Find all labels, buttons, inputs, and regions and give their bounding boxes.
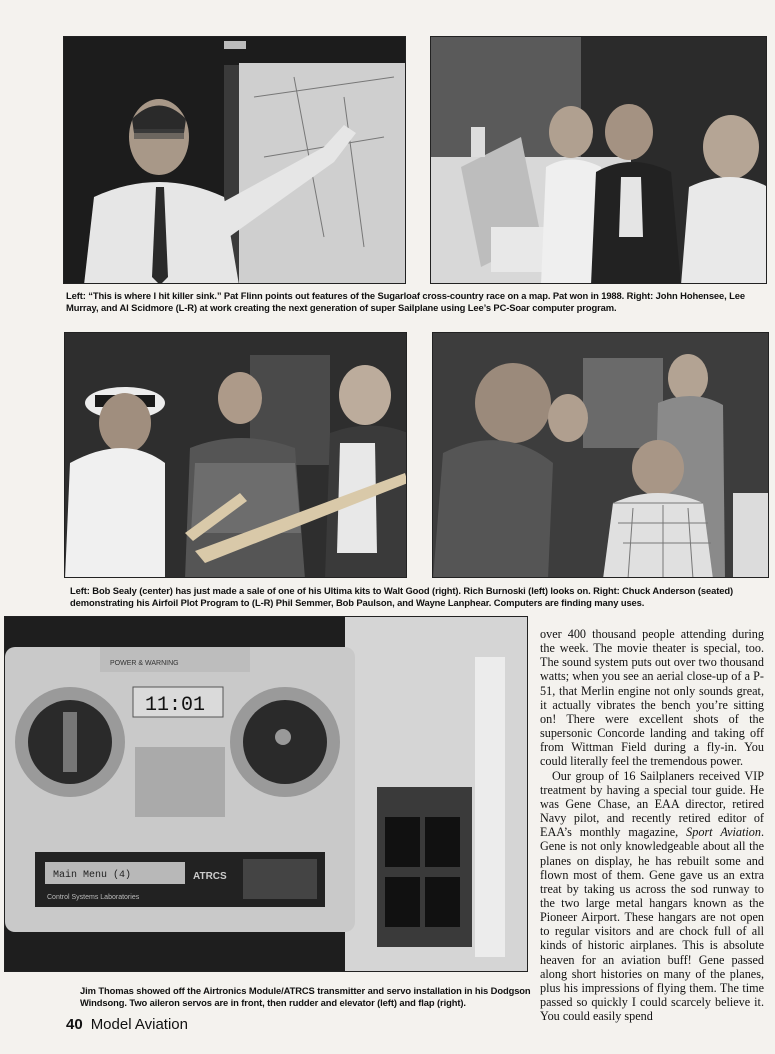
article-paragraph-2: Our group of 16 Sailplaners received VIP treatment by having a special tour guide. He was Gene Chase, an EAA director, retired Navy pilot, and recently retired editor of EAA’s monthly magazine, Sport Aviation. Gene is not only knowledgeable about all the planes on display, he has rebuilt some and flown most of them. Gene gave us an extra treat by taking us across the sod runway to the two large metal hangars known as the Pioneer Airport. These hangars are not open to regular visitors and are chock full of all kinds of historic airplanes. This is absolute heaven for an aviation buff! Gene passed along short histories on many of the planes, plus his impressions of flying them. The time passed so quickly I could scarcely believe it. You could easily spend	[540, 768, 764, 1024]
article-body	[540, 627, 764, 1023]
transmitter-menu-text: Main Menu (4)	[53, 870, 132, 881]
page-number: 40	[66, 1016, 83, 1033]
magazine-title-italic: Sport Aviation	[686, 825, 761, 840]
transmitter-brand-text: ATRCS	[193, 871, 227, 882]
magazine-name: Model Aviation	[90, 1016, 188, 1033]
page-footer	[66, 1016, 188, 1033]
transmitter-panel-label: POWER & WARNING	[110, 660, 179, 667]
photo-atrcs-transmitter	[4, 616, 528, 972]
transmitter-clock: 11:01	[145, 694, 206, 717]
photo-ultima-kit-sale	[64, 332, 407, 578]
transmitter-maker-text: Control Systems Laboratories	[47, 894, 140, 901]
caption-bottom: Jim Thomas showed off the Airtronics Module/ATRCS transmitter and servo installation in his Dodgson Windsong. Two aileron servos are in front, then rudder and elevator (left) and flap (right).	[80, 985, 531, 1008]
photo-airfoil-plot-program	[432, 332, 769, 578]
caption-top: Left: “This is where I hit killer sink.” Pat Flinn points out features of the Sugarloaf cross-country race on a map. Pat won in 1988. Right: John Hohensee, Lee Murray, and Al Scidmore (L-R) at work creating the next generation of super Sailplane using Lee’s PC-Soar computer program.	[66, 290, 746, 313]
article-paragraph-1: over 400 thousand people attending during the week. The movie theater is special, too. The sound system puts out over two thousand watts; when you see an aerial close-up of a P-51, that Merlin engine not only sounds great, it actually vibrates the bench you’re sitting on! There were excellent shots of the supersonic Concorde landing and taking off from Wittman Field during a fly-in. You could literally feel the tremendous power.	[540, 627, 764, 769]
photo-pat-flinn-map	[63, 36, 406, 284]
photo-pc-soar-computer	[430, 36, 767, 284]
caption-middle: Left: Bob Sealy (center) has just made a sale of one of his Ultima kits to Walt Good (right). Rich Burnoski (left) looks on. Right: Chuck Anderson (seated) demonstrating his Airfoil Plot Program to (L-R) Phil Semmer, Bob Paulson, and Wayne Lanphear. Computers are finding many uses.	[70, 585, 734, 608]
